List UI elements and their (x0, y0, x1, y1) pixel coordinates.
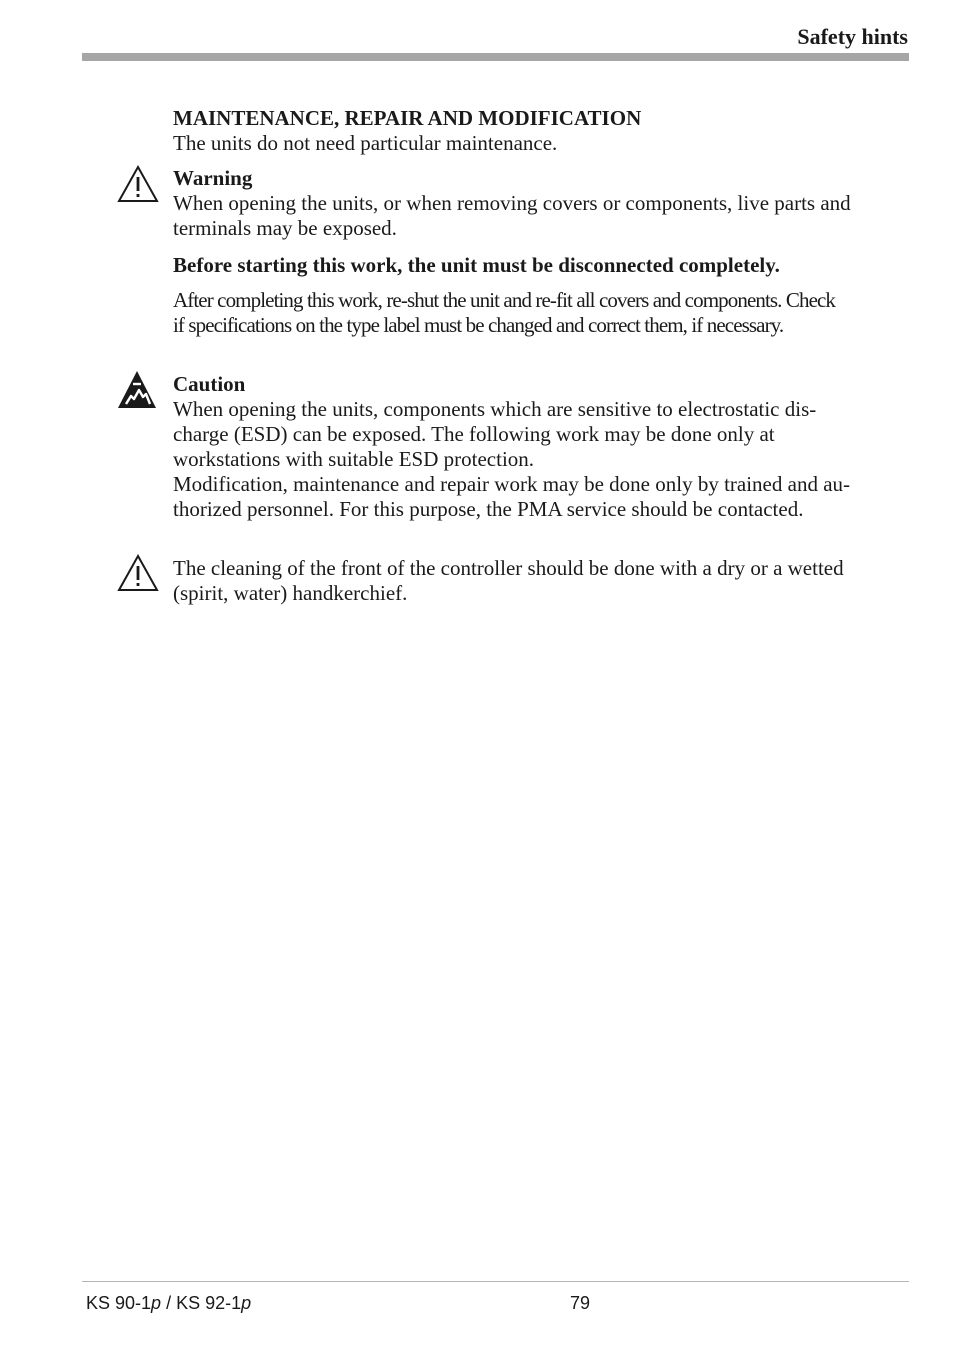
warning-block (173, 166, 913, 241)
page-number: 79 (570, 1293, 591, 1313)
header-rule (82, 53, 909, 61)
warning-text-line: terminals may be exposed. (173, 216, 397, 240)
cleaning-text-line: (spirit, water) handkerchief. (173, 581, 408, 605)
after-work-line: After completing this work, re-shut the unit and re-fit all covers and components. Check (173, 288, 836, 312)
warning-text-line: When opening the units, or when removing covers or components, live parts and (173, 191, 851, 215)
footer-model-text (86, 1293, 251, 1314)
maintenance-section (173, 106, 913, 156)
disconnect-note: Before starting this work, the unit must be disconnected completely. (173, 253, 780, 277)
section-intro: The units do not need particular maintenance. (173, 131, 558, 155)
model-a-suffix: p (151, 1293, 162, 1313)
after-work-paragraph (173, 288, 913, 338)
model-b-suffix: p (241, 1293, 252, 1313)
cleaning-text-line: The cleaning of the front of the controller should be done with a dry or a wetted (173, 556, 844, 580)
caution-text-line: thorized personnel. For this purpose, the PMA service should be contacted. (173, 497, 804, 521)
caution-text-line: Modification, maintenance and repair work may be done only by trained and au- (173, 472, 851, 496)
cleaning-block (173, 556, 913, 606)
model-separator: / (161, 1293, 177, 1313)
model-a: KS 90-1 (86, 1293, 152, 1313)
warning-triangle-icon (116, 164, 160, 204)
model-b: KS 92-1 (176, 1293, 242, 1313)
after-work-line: if specifications on the type label must be changed and correct them, if necessary. (173, 313, 784, 337)
warning-title: Warning (173, 166, 253, 190)
section-heading: MAINTENANCE, REPAIR AND MODIFICATION (173, 106, 642, 130)
caution-text-line: When opening the units, components which are sensitive to electrostatic dis- (173, 397, 817, 421)
caution-block (173, 372, 913, 522)
page-header-title: Safety hints (797, 24, 908, 49)
footer-rule (82, 1281, 909, 1282)
caution-text-line: charge (ESD) can be exposed. The following work may be done only at (173, 422, 775, 446)
warning-triangle-icon (116, 553, 160, 593)
caution-title: Caution (173, 372, 246, 396)
caution-text-line: workstations with suitable ESD protection. (173, 447, 535, 471)
esd-caution-icon (117, 370, 157, 410)
